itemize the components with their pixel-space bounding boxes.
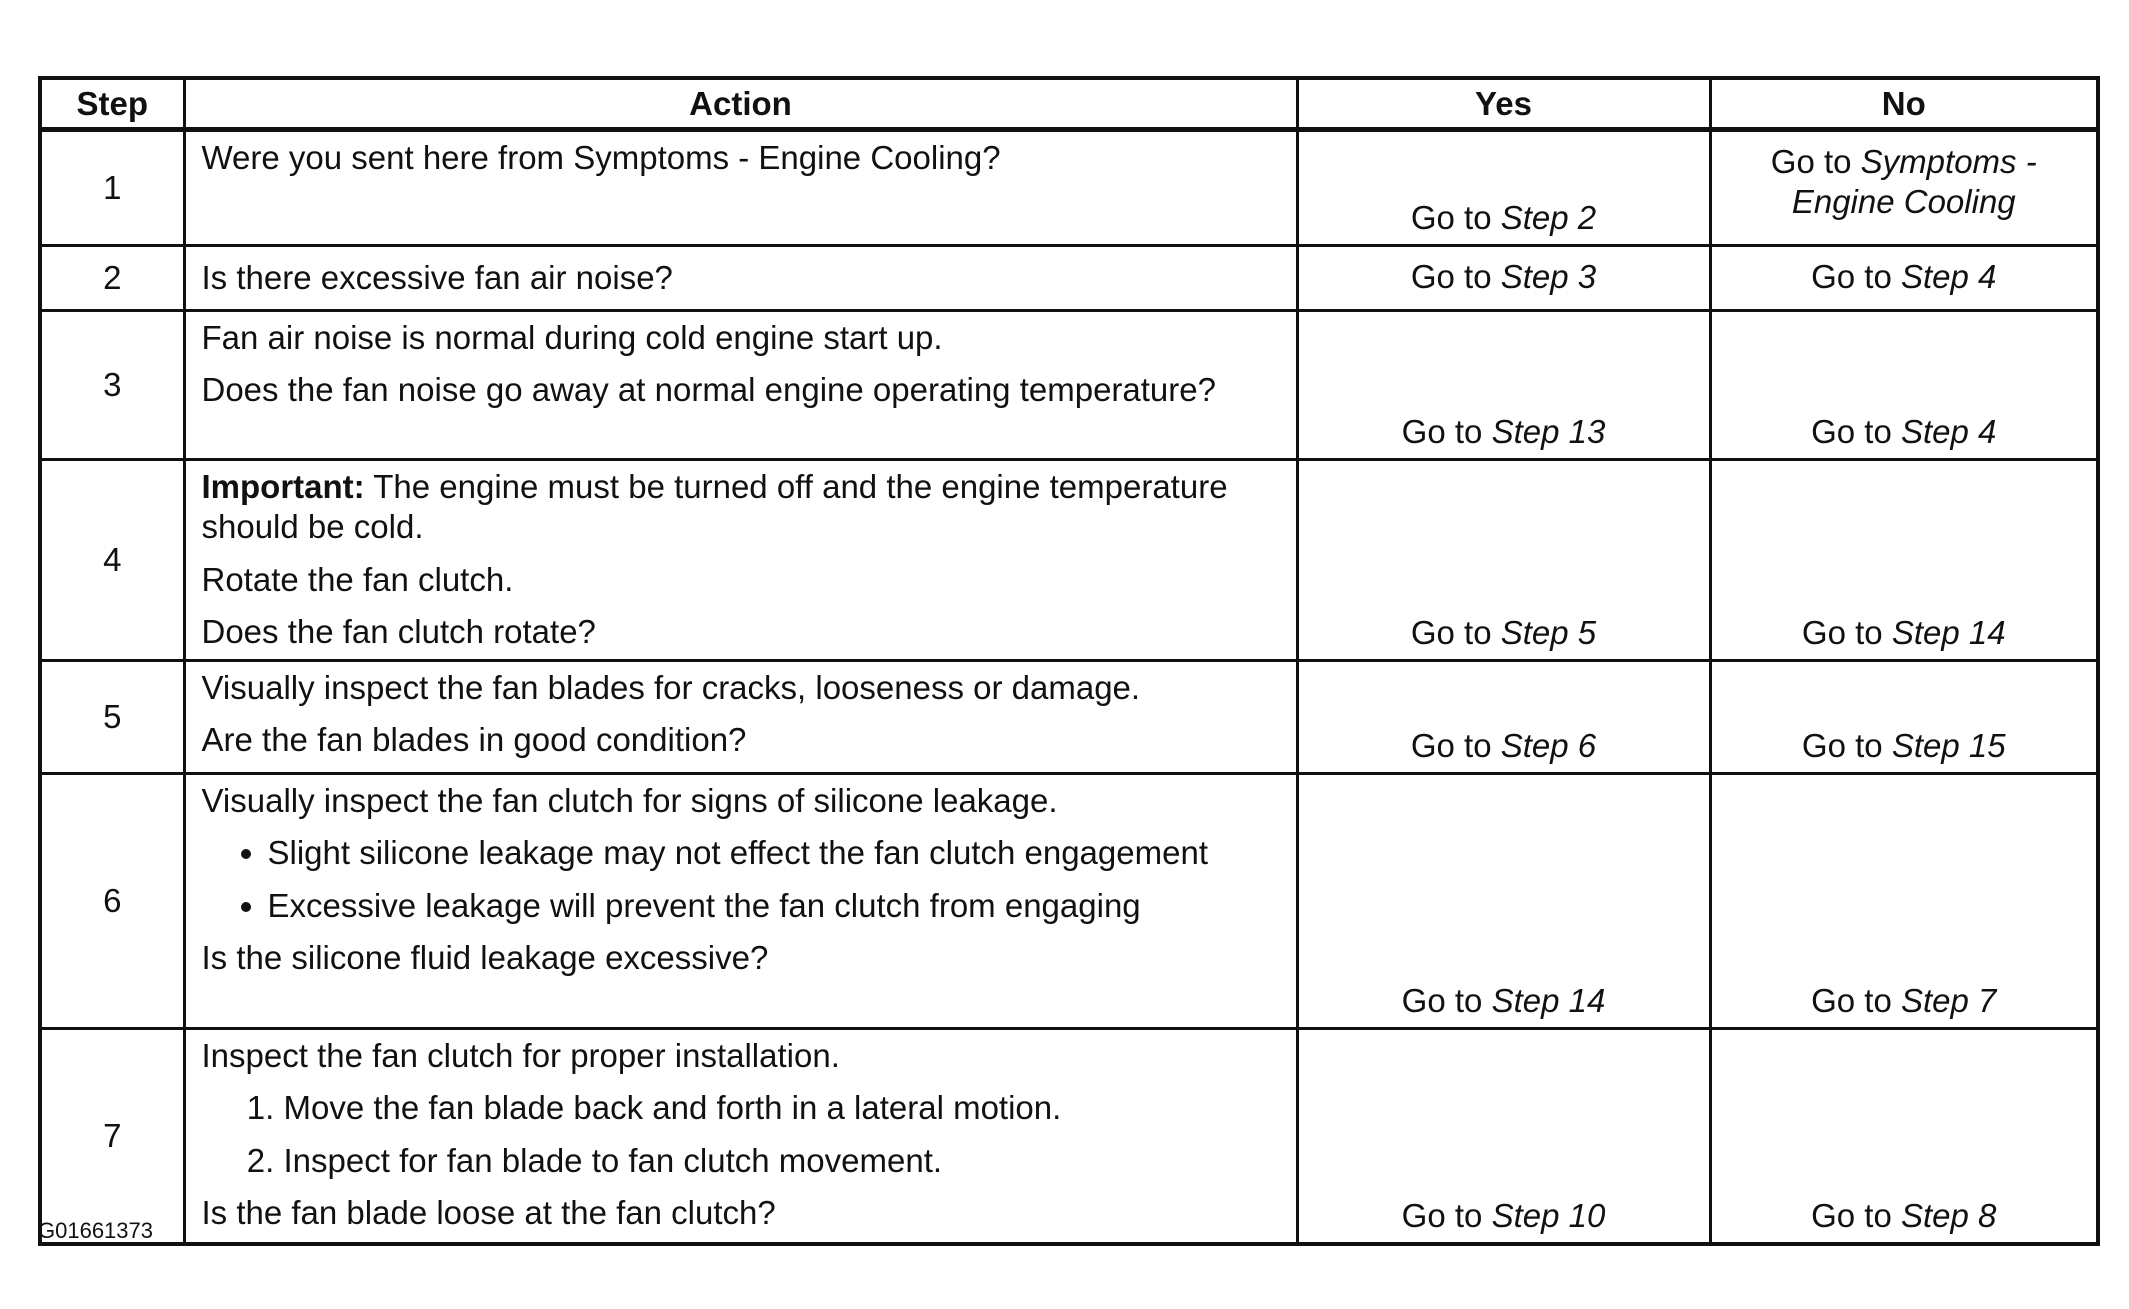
header-row: [40, 78, 2098, 130]
step-number: 7: [40, 1029, 184, 1245]
action-question: Does the fan noise go away at normal engine operating temperature?: [201, 371, 1216, 409]
no-cell: [1710, 774, 2098, 1029]
action-text: Visually inspect the fan clutch for signs of silicone leakage.: [201, 782, 1058, 819]
goto-link[interactable]: Step 15: [1891, 726, 2006, 764]
table-row: [40, 661, 2098, 774]
no-cell: [1710, 1029, 2098, 1245]
goto-prefix: Go to: [1401, 981, 1483, 1019]
no-cell: [1710, 460, 2098, 661]
table-row: [40, 130, 2098, 246]
goto-prefix: Go to: [1811, 412, 1892, 450]
goto-link[interactable]: Step 4: [1900, 257, 1997, 295]
action-cell: [184, 311, 1297, 460]
action-cell: [184, 774, 1297, 1029]
action-question: Does the fan clutch rotate?: [201, 612, 596, 650]
action-cell: [184, 246, 1297, 311]
goto-link[interactable]: Step 13: [1491, 412, 1606, 450]
goto-link[interactable]: Step 4: [1900, 412, 1997, 450]
figure-id: G01661373: [38, 1218, 153, 1243]
goto-prefix: Go to: [1401, 412, 1483, 450]
step-number: 5: [40, 661, 184, 774]
yes-cell: [1297, 661, 1710, 774]
goto-link[interactable]: Step 2: [1500, 198, 1597, 236]
table-row: [40, 311, 2098, 460]
action-text: Rotate the fan clutch.: [201, 560, 514, 598]
action-question: Is the fan blade loose at the fan clutch?: [201, 1193, 776, 1231]
step-number: 2: [40, 246, 184, 311]
step-number: 4: [40, 460, 184, 661]
yes-cell: [1297, 774, 1710, 1029]
no-cell: [1710, 130, 2098, 246]
action-cell: [184, 1029, 1297, 1245]
table-row: [40, 460, 2098, 661]
list-item: 2. Inspect for fan blade to fan clutch movement.: [284, 1141, 1282, 1181]
goto-link[interactable]: Step 3: [1500, 257, 1597, 295]
yes-cell: [1297, 246, 1710, 311]
action-text: Inspect the fan clutch for proper installation.: [201, 1037, 840, 1074]
action-text: Is there excessive fan air noise?: [201, 258, 673, 296]
important-note: [202, 467, 1282, 548]
goto-link[interactable]: Step 8: [1900, 1196, 1997, 1234]
header-action: Action: [184, 78, 1297, 130]
goto-link[interactable]: Step 14: [1891, 613, 2006, 651]
action-question: Is the silicone fluid leakage excessive?: [201, 938, 769, 976]
yes-cell: [1297, 1029, 1710, 1245]
header-yes: Yes: [1297, 78, 1710, 130]
goto-prefix: Go to: [1410, 198, 1492, 236]
goto-link[interactable]: Symptoms - Engine Cooling: [1791, 143, 2037, 221]
header-step: Step: [40, 78, 184, 130]
action-text: Fan air noise is normal during cold engine start up.: [201, 319, 943, 356]
goto-link[interactable]: Step 6: [1500, 726, 1597, 764]
bullet-list: [202, 833, 1282, 926]
action-question: Are the fan blades in good condition?: [201, 721, 747, 759]
goto-prefix: Go to: [1801, 613, 1883, 651]
goto-prefix: Go to: [1811, 257, 1892, 295]
no-cell: [1710, 311, 2098, 460]
yes-cell: [1297, 460, 1710, 661]
yes-cell: [1297, 130, 1710, 246]
goto-prefix: Go to: [1410, 257, 1492, 295]
goto-prefix: Go to: [1410, 613, 1492, 651]
important-label: Important:: [201, 468, 365, 505]
yes-cell: [1297, 311, 1710, 460]
goto-prefix: Go to: [1770, 143, 1852, 180]
goto-prefix: Go to: [1811, 1196, 1892, 1234]
step-number: 6: [40, 774, 184, 1029]
no-cell: [1710, 661, 2098, 774]
list-item: • Excessive leakage will prevent the fan clutch from engaging: [268, 886, 1282, 926]
action-cell: [184, 460, 1297, 661]
list-item: 1. Move the fan blade back and forth in a lateral motion.: [284, 1088, 1282, 1128]
step-number: 1: [40, 130, 184, 246]
goto-link[interactable]: Step 14: [1491, 981, 1606, 1019]
action-text: Were you sent here from Symptoms - Engine Cooling?: [201, 139, 1001, 176]
important-text: The engine must be turned off and the engine temperature should be cold.: [201, 468, 1228, 546]
table-row: [40, 774, 2098, 1029]
goto-prefix: Go to: [1410, 726, 1492, 764]
table-row: [40, 1029, 2098, 1245]
no-cell: [1710, 246, 2098, 311]
goto-link[interactable]: Step 10: [1491, 1196, 1606, 1234]
goto-prefix: Go to: [1811, 981, 1892, 1019]
table-row: [40, 246, 2098, 311]
list-item: • Slight silicone leakage may not effect the fan clutch engagement: [268, 833, 1282, 873]
goto-link[interactable]: Step 7: [1900, 981, 1997, 1019]
diagnostic-table: [38, 76, 2100, 1246]
action-cell: [184, 130, 1297, 246]
goto-prefix: Go to: [1401, 1196, 1483, 1234]
header-no: No: [1710, 78, 2098, 130]
step-number: 3: [40, 311, 184, 460]
action-cell: [184, 661, 1297, 774]
numbered-list: [202, 1088, 1282, 1181]
goto-link[interactable]: Step 5: [1500, 613, 1597, 651]
action-text: Visually inspect the fan blades for cracks, looseness or damage.: [201, 669, 1141, 706]
goto-prefix: Go to: [1801, 726, 1883, 764]
